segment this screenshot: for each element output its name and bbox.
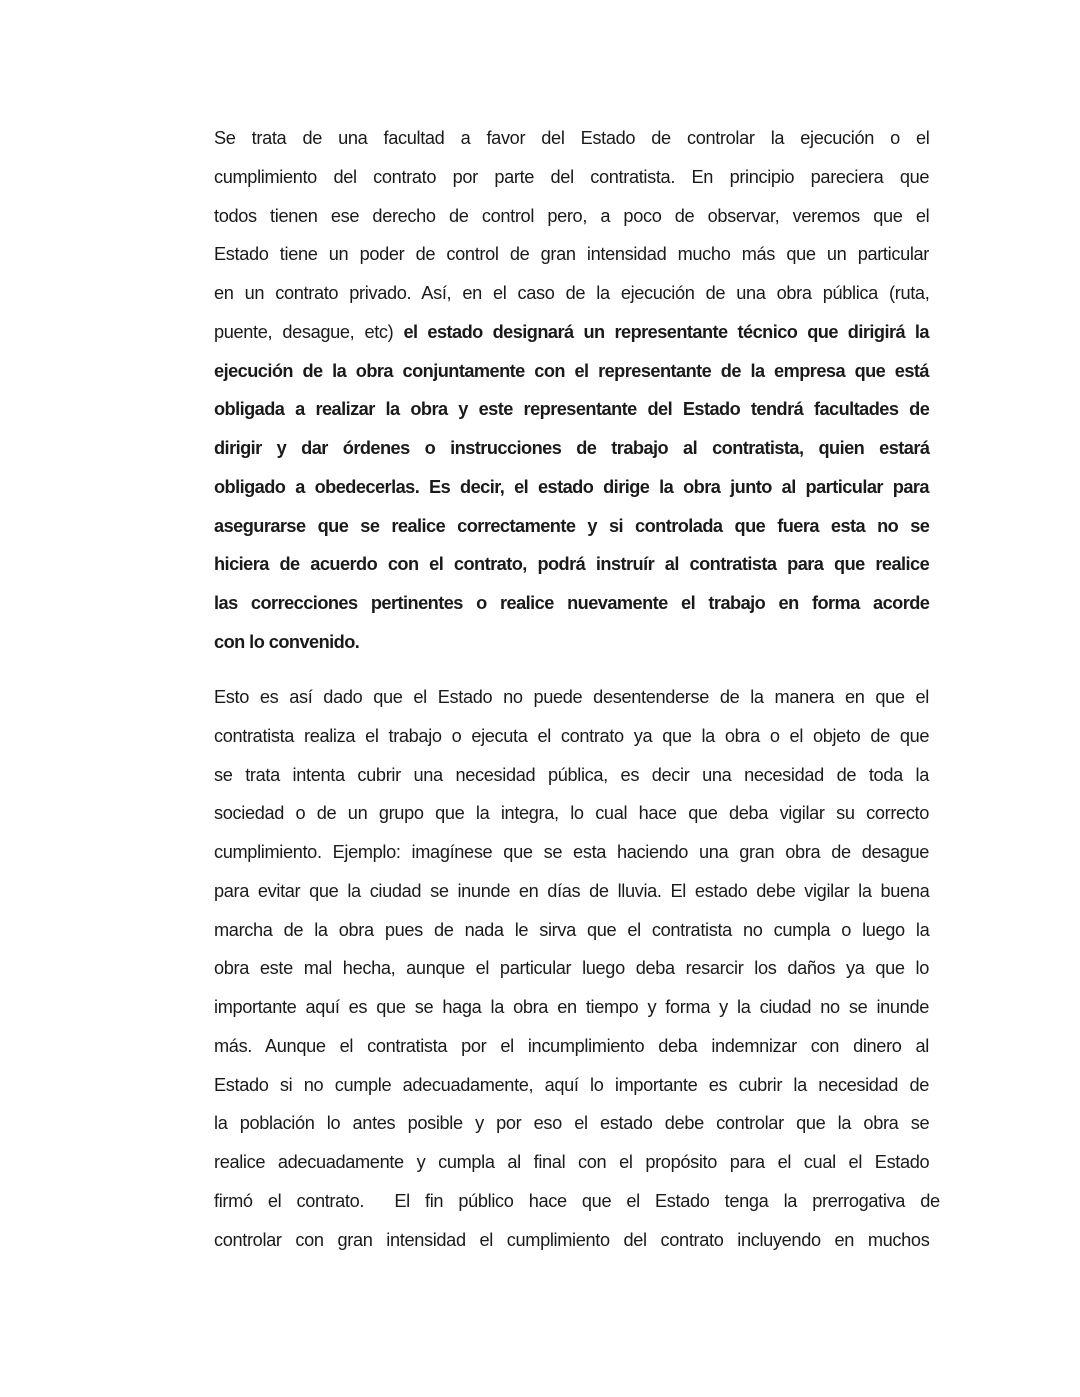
text-line <box>214 949 929 988</box>
text-line <box>214 911 929 950</box>
text-line <box>214 158 929 197</box>
text-line <box>214 1182 940 1221</box>
text-line <box>214 235 929 274</box>
text-line <box>214 717 929 756</box>
text-line <box>214 794 929 833</box>
text-segment: obra este mal hecha, aunque el particular luego deba resarcir los daños ya que lo <box>214 958 929 979</box>
text-segment: más. Aunque el contratista por el incumplimiento deba indemnizar con dinero al <box>214 1035 929 1056</box>
text-line <box>214 623 929 662</box>
text-line <box>214 390 929 429</box>
text-segment: sociedad o de un grupo que la integra, lo cual hace que deba vigilar su correcto <box>214 803 930 824</box>
text-line <box>214 1143 929 1182</box>
text-segment: en un contrato privado. Así, en el caso de la ejecución de una obra pública (ruta, <box>214 283 930 303</box>
text-segment: Estado si no cumple adecuadamente, aquí lo importante es cubrir la necesidad de <box>214 1074 929 1095</box>
text-segment: la población lo antes posible y por eso el estado debe controlar que la obra se <box>214 1113 930 1134</box>
text-segment: controlar con gran intensidad el cumplimiento del contrato incluyendo en muchos <box>214 1229 930 1250</box>
bold-text-segment: asegurarse que se realice correctamente y si controlada que fuera esta no se <box>214 515 930 536</box>
text-line <box>214 756 929 795</box>
text-segment: para evitar que la ciudad se inunde en días de lluvia. El estado debe vigilar la buena <box>214 880 930 901</box>
text-line <box>214 678 929 717</box>
text-line <box>214 274 929 313</box>
text-line <box>214 197 929 236</box>
text-segment: Estado tiene un poder de control de gran intensidad mucho más que un particular <box>214 244 929 265</box>
paragraph-2 <box>214 678 940 1259</box>
paragraph-1 <box>214 119 929 662</box>
text-segment: firmó el contrato. El fin público hace que el Estado tenga la prerrogativa de <box>214 1190 940 1211</box>
text-line <box>214 833 929 872</box>
text-line <box>214 584 929 623</box>
text-line <box>214 352 929 391</box>
text-line <box>214 507 929 546</box>
text-line <box>214 313 929 352</box>
bold-text-segment: con lo convenido. <box>214 631 360 652</box>
bold-text-segment: las correcciones pertinentes o realice nuevamente el trabajo en forma acorde <box>214 593 930 613</box>
text-segment: cumplimiento del contrato por parte del contratista. En principio pareciera que <box>214 166 930 187</box>
bold-text-segment: obligada a realizar la obra y este representante del Estado tendrá facultades de <box>214 399 930 420</box>
text-segment: marcha de la obra pues de nada le sirva que el contratista no cumpla o luego la <box>214 919 930 940</box>
text-segment: importante aquí es que se haga la obra en tiempo y forma y la ciudad no se inunde <box>214 997 929 1017</box>
text-line <box>214 1221 929 1260</box>
text-line <box>214 1066 929 1105</box>
text-segment: todos tienen ese derecho de control pero, a poco de observar, veremos que el <box>214 205 930 226</box>
bold-text-segment: obligado a obedecerlas. Es decir, el estado dirige la obra junto al particular para <box>214 476 929 497</box>
text-segment: se trata intenta cubrir una necesidad pública, es decir una necesidad de toda la <box>214 764 930 785</box>
text-segment: Se trata de una facultad a favor del Estado de controlar la ejecución o el <box>214 128 930 148</box>
text-segment: puente, desague, etc) <box>214 321 404 342</box>
bold-text-segment: hiciera de acuerdo con el contrato, podrá instruír al contratista para que realice <box>214 554 930 575</box>
bold-text-segment: el estado designará un representante técnico que dirigirá la <box>403 321 929 342</box>
text-line <box>214 468 929 507</box>
text-line <box>214 119 929 158</box>
text-line <box>214 1027 929 1066</box>
text-line <box>214 988 929 1027</box>
text-line <box>214 429 929 468</box>
text-segment: cumplimiento. Ejemplo: imagínese que se esta haciendo una gran obra de desague <box>214 842 930 862</box>
bold-text-segment: ejecución de la obra conjuntamente con el representante de la empresa que está <box>214 360 929 381</box>
text-line <box>214 872 929 911</box>
text-line <box>214 545 929 584</box>
text-segment: Esto es así dado que el Estado no puede desentenderse de la manera en que el <box>214 687 929 707</box>
text-segment: contratista realiza el trabajo o ejecuta el contrato ya que la obra o el objeto de que <box>214 725 930 746</box>
text-line <box>214 1104 929 1143</box>
bold-text-segment: dirigir y dar órdenes o instrucciones de trabajo al contratista, quien estará <box>214 438 930 458</box>
text-segment: realice adecuadamente y cumpla al final con el propósito para el cual el Estado <box>214 1152 930 1172</box>
